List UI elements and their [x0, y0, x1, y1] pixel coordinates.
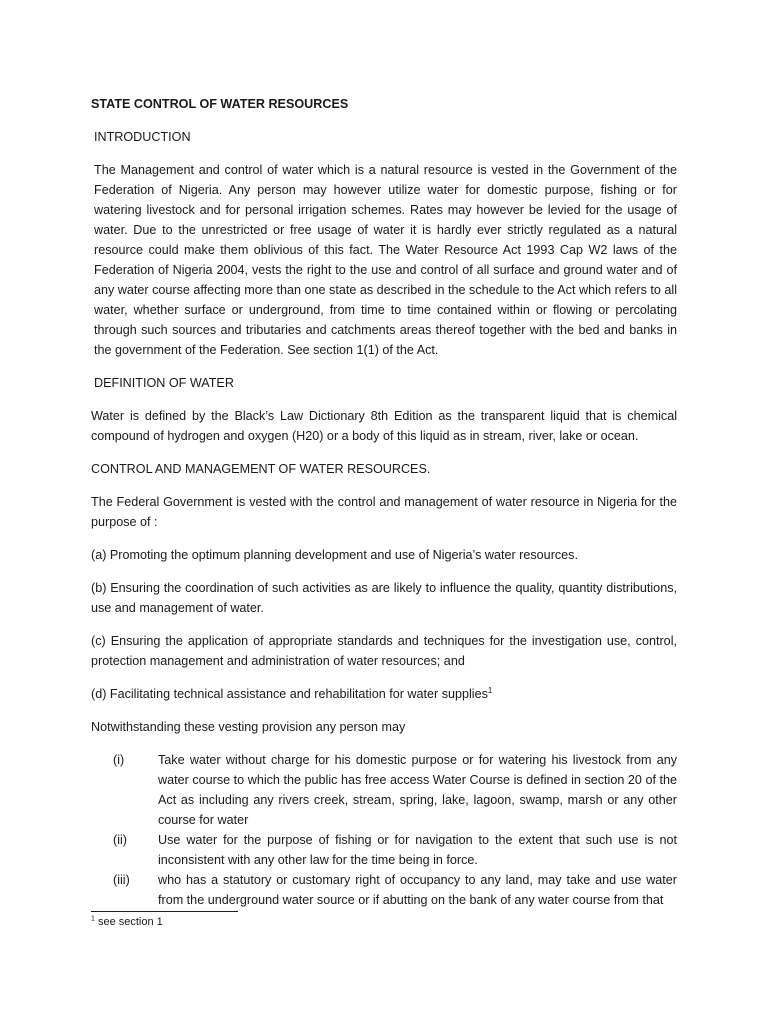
- list-item-number: (iii): [113, 873, 130, 887]
- document-title: STATE CONTROL OF WATER RESOURCES: [91, 97, 349, 111]
- purpose-b: (b) Ensuring the coordination of such activities as are likely to influence the quality, quantity distributions, use and management of water.: [91, 581, 677, 615]
- purpose-d-text: (d) Facilitating technical assistance and rehabilitation for water supplies: [91, 687, 488, 701]
- intro-paragraph: The Management and control of water which is a natural resource is vested in the Government of the Federation of Nigeria. Any person may however utilize water for domestic purpose, fishing or for watering livestock and for personal irrigation schemes. Rates may however be levied for the usage of water. Due to the unrestricted or free usage of water it is hardly ever strictly regulated as a natural resource could make them oblivious of this fact. The Water Resource Act 1993 Cap W2 laws of the Federation of Nigeria 2004, vests the right to the use and control of all surface and ground water and of any water course affecting more than one state as described in the schedule to the Act which refers to all water, whether surface or underground, from time to time contained within or flowing or percolating through such sources and tributaries and catchments areas thereof together with the bed and banks in the government of the Federation. See section 1(1) of the Act.: [94, 163, 677, 357]
- list-item-number: (ii): [113, 833, 127, 847]
- notwithstanding-paragraph: Notwithstanding these vesting provision any person may: [91, 720, 406, 734]
- heading-introduction: INTRODUCTION: [94, 130, 191, 144]
- footnote-separator: [91, 911, 238, 912]
- list-item-text: Take water without charge for his domestic purpose or for watering his livestock from any water course to which the public has free access Water Course is defined in section 20 of the Act as including any rivers creek, stream, spring, lake, lagoon, swamp, marsh or any other course for water: [158, 753, 677, 827]
- purpose-a: (a) Promoting the optimum planning development and use of Nigeria’s water resources.: [91, 548, 578, 562]
- list-item: [91, 750, 677, 830]
- footnote-text: see section 1: [97, 916, 163, 928]
- purpose-c: (c) Ensuring the application of appropriate standards and techniques for the investigation use, control, protection management and administration of water resources; and: [91, 634, 677, 668]
- purpose-d: [91, 684, 677, 704]
- heading-definition: DEFINITION OF WATER: [94, 376, 234, 390]
- list-item: [91, 830, 677, 870]
- document-body: [91, 94, 677, 910]
- list-item-text: Use water for the purpose of fishing or for navigation to the extent that such use is not inconsistent with any other law for the time being in force.: [158, 833, 677, 867]
- definition-paragraph: Water is defined by the Black’s Law Dictionary 8th Edition as the transparent liquid that is chemical compound of hydrogen and oxygen (H20) or a body of this liquid as in stream, river, lake or ocean.: [91, 409, 677, 443]
- footnote: [91, 914, 163, 930]
- rights-list: [91, 750, 677, 910]
- footnote-reference[interactable]: 1: [487, 685, 493, 695]
- list-item-number: (i): [113, 753, 125, 767]
- heading-control: CONTROL AND MANAGEMENT OF WATER RESOURCES.: [91, 462, 431, 476]
- list-item: [91, 870, 677, 910]
- list-item-text: who has a statutory or customary right of occupancy to any land, may take and use water from the underground water source or if abutting on the bank of any water course from that: [158, 873, 677, 907]
- control-intro-paragraph: The Federal Government is vested with the control and management of water resource in Nigeria for the purpose of :: [91, 495, 677, 529]
- footnote-mark: 1: [91, 915, 95, 923]
